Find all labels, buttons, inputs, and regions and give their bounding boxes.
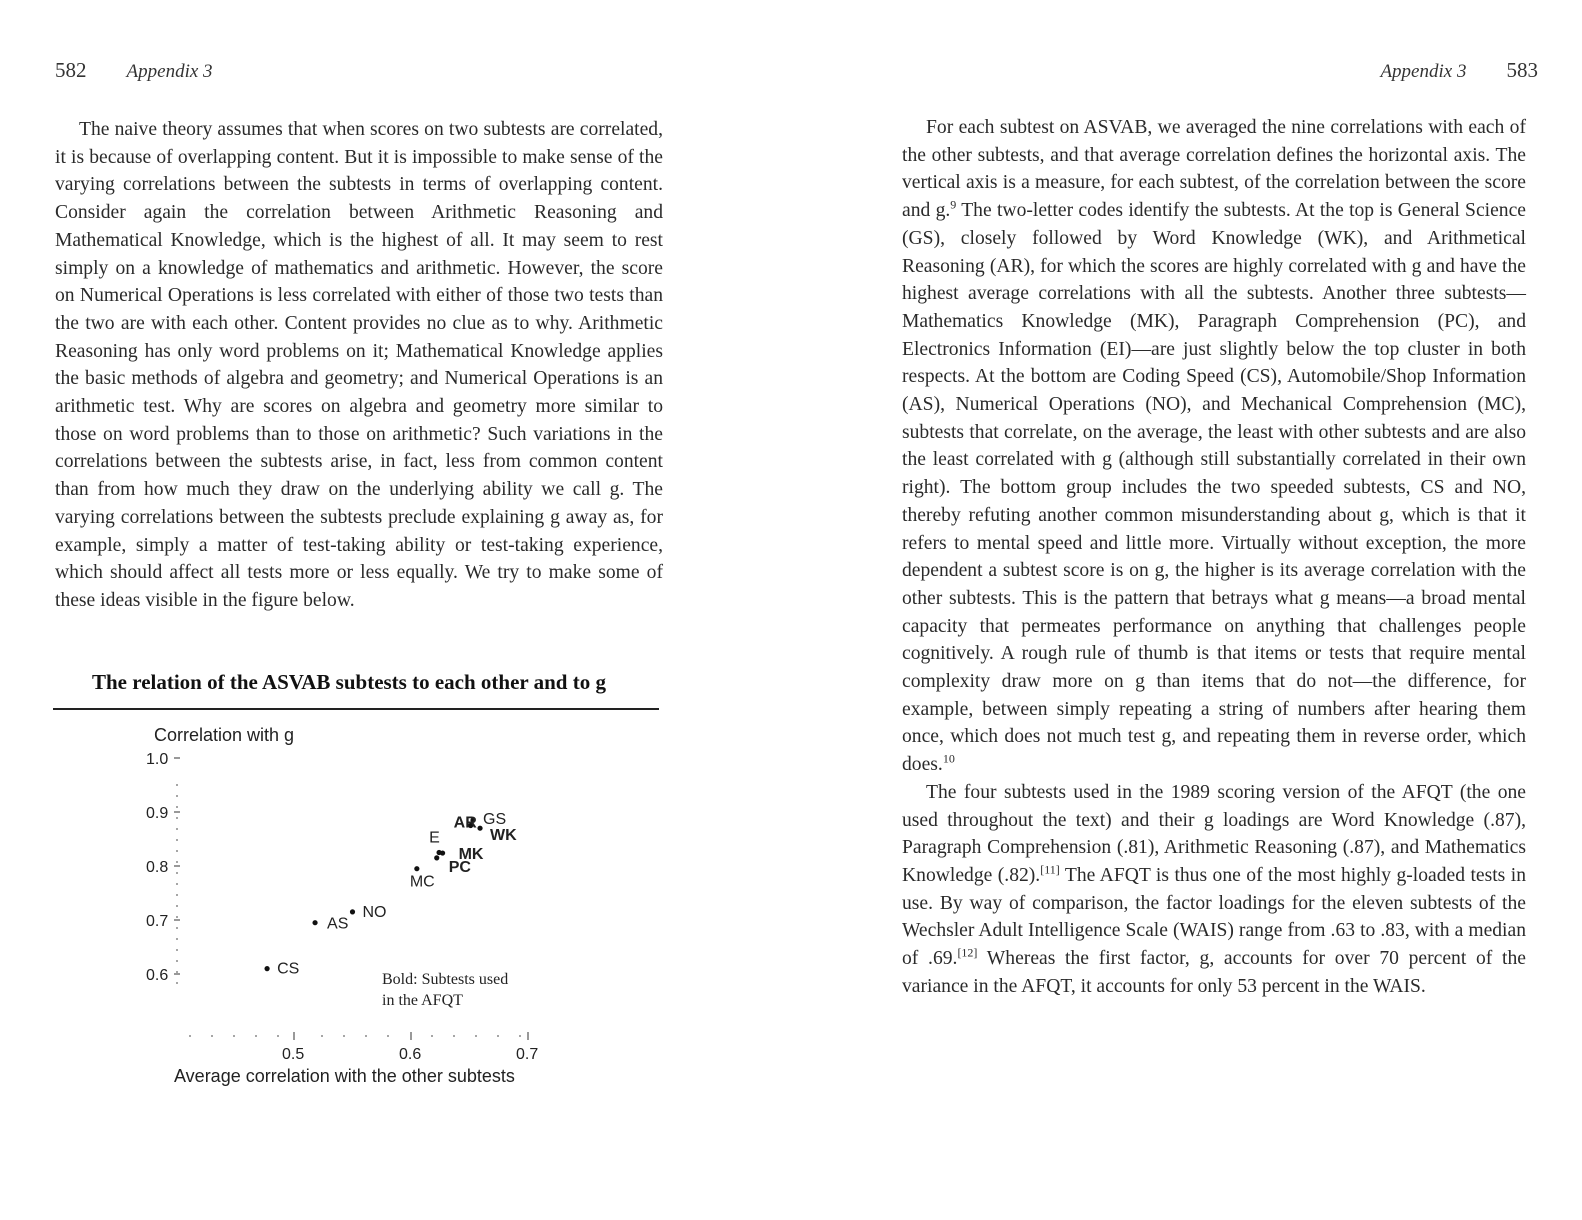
x-axis-dot (211, 1035, 213, 1037)
y-axis-dot (176, 784, 178, 786)
y-axis-dot (176, 960, 178, 962)
left-body-text (55, 116, 663, 615)
y-axis-dot (176, 927, 178, 929)
x-axis-dot (365, 1035, 367, 1037)
right-page-number: 583 (1506, 58, 1538, 82)
x-tick-label: 0.7 (516, 1046, 539, 1063)
right-paragraph-2 (902, 779, 1526, 1001)
x-axis-dot (277, 1035, 279, 1037)
y-tick-label: 0.8 (146, 859, 169, 876)
data-label-pc: PC (448, 858, 471, 876)
y-axis-dot (176, 872, 178, 874)
data-label-mk: MK (458, 846, 484, 864)
left-running-head (55, 58, 213, 83)
right-paragraph-2-text-a: The four subtests used in the 1989 scoring version of the AFQT (the one used throughout the text) and their g loadings are Word Knowledge (.87), Paragraph Comprehension (.81), Arithmetic Reasoning (.87), and Mathematics Knowledge (.82). (902, 781, 1526, 886)
y-axis-dot (176, 806, 178, 808)
x-axis-dot (233, 1035, 235, 1037)
x-axis-dot (453, 1035, 455, 1037)
left-page-number: 582 (55, 58, 87, 82)
figure-note-line: in the AFQT (382, 992, 463, 1009)
figure-note (382, 971, 508, 1009)
data-label-wk: WK (490, 827, 517, 845)
y-axis-dot (176, 817, 178, 819)
y-tick-label: 0.7 (146, 913, 169, 930)
data-point-no (350, 909, 355, 914)
x-axis-dot (497, 1035, 499, 1037)
data-point-mc (414, 866, 419, 871)
data-points (264, 811, 517, 978)
x-axis-dot (343, 1035, 345, 1037)
x-axis-dot (475, 1035, 477, 1037)
y-tick-label: 0.6 (146, 967, 169, 984)
data-label-no: NO (362, 903, 387, 921)
figure-rule (53, 708, 659, 710)
data-label-as: AS (327, 915, 349, 933)
right-paragraph-2-text-c: Whereas the first factor, g, accounts for over 70 percent of the variance in the AFQT, it accounts for only 53 percent in the WAIS. (902, 948, 1526, 997)
y-axis-dot (176, 839, 178, 841)
right-body-text (902, 114, 1526, 1001)
x-axis-dot (519, 1035, 521, 1037)
left-running-title: Appendix 3 (126, 61, 213, 82)
left-paragraph: The naive theory assumes that when scores on two subtests are correlated, it is because of overlapping content. But it is impossible to make sense of the varying correlations between the subtests in terms of overlapping content. Consider again the correlation between Arithmetic Reasoning and Mathematical Knowledge, which is the highest of all. It may seem to rest simply on a knowledge of mathematics and arithmetic. However, the score on Numerical Operations is less correlated with either of those two tests than the two are with each other. Content provides no clue as to why. Arithmetic Reasoning has only word problems on it; Mathematical Knowledge applies the basic methods of algebra and geometry; and Numerical Operations is an arithmetic test. Why are scores on algebra and geometry more similar to those on word problems than to those on arithmetic? Such variations in the correlations between the subtests arise, in fact, less from common content than from how much they draw on the underlying ability we call g. The varying correlations between the subtests preclude explaining g away as, for example, simply a matter of test-taking ability or test-taking experience, which should affect all tests more or less equally. We try to make some of these ideas visible in the figure below. (55, 119, 663, 611)
footnote-11[interactable]: [11] (1040, 862, 1060, 877)
y-axis-ticks (146, 751, 180, 984)
figure-note-line: Bold: Subtests used (382, 971, 509, 988)
x-axis-dot (189, 1035, 191, 1037)
x-axis-dot (321, 1035, 323, 1037)
y-axis-dot (176, 982, 178, 984)
x-axis-dot (387, 1035, 389, 1037)
x-axis-dot (431, 1035, 433, 1037)
data-label-ar: AR (453, 814, 477, 832)
footnote-10[interactable]: 10 (942, 751, 955, 766)
x-axis-dot (255, 1035, 257, 1037)
left-page (0, 0, 760, 1220)
x-tick-label: 0.6 (399, 1046, 422, 1063)
right-paragraph-2-text-b: The AFQT is thus one of the most highly g-loaded tests in use. By way of comparison, the factor loadings for the eleven subtests of the Wechsler Adult Intelligence Scale (WAIS) range from .63 to .83, with a median of .69. (902, 864, 1526, 970)
data-point-pc (434, 855, 439, 860)
y-axis-dot (176, 850, 178, 852)
right-paragraph-1-text-a: For each subtest on ASVAB, we averaged the nine correlations with each of the other subtests, and that average correlation defines the horizontal axis. The vertical axis is a measure, for each subtest, of the correlation between the score and g. (902, 117, 1526, 222)
data-point-mk (440, 850, 445, 855)
y-axis-dot (176, 861, 178, 863)
data-label-cs: CS (277, 960, 300, 978)
y-axis-dot (176, 894, 178, 896)
footnote-12[interactable]: [12] (957, 945, 978, 960)
y-axis-dot (176, 883, 178, 885)
x-axis-ticks (189, 1032, 538, 1063)
y-axis-dot (176, 828, 178, 830)
right-page (820, 0, 1582, 1220)
scatter-chart (0, 712, 760, 1112)
data-label-e: E (429, 829, 440, 847)
figure-title: The relation of the ASVAB subtests to each other and to g (92, 670, 606, 694)
y-axis-dot (176, 916, 178, 918)
y-axis-dot (176, 938, 178, 940)
y-axis-dotted-line (176, 784, 178, 984)
x-tick-label: 0.5 (282, 1046, 305, 1063)
x-axis-label: Average correlation with the other subtests (174, 1066, 515, 1086)
data-point-wk (477, 826, 482, 831)
footnote-9[interactable]: 9 (950, 197, 957, 212)
y-tick-label: 1.0 (146, 751, 169, 768)
right-running-title: Appendix 3 (1380, 61, 1467, 82)
y-axis-dot (176, 905, 178, 907)
data-label-mc: MC (409, 873, 435, 891)
data-label-gs: GS (483, 811, 507, 829)
y-axis-label: Correlation with g (154, 725, 295, 745)
right-paragraph-1 (902, 114, 1526, 779)
y-axis-dot (176, 795, 178, 797)
data-point-as (312, 920, 317, 925)
right-paragraph-1-text-b: The two-letter codes identify the subtests. At the top is General Science (GS), closely followed by Word Knowledge (WK), and Arithmetical Reasoning (AR), for which the scores are highly correlated with g and have the highest average correlations with all the subtests. Another three subtests—Mathematics Knowledge (MK), Paragraph Comprehension (PC), and Electronics Information (EI)—are just slightly below the top cluster in both respects. At the bottom are Coding Speed (CS), Automobile/Shop Information (AS), Numerical Operations (NO), and Mechanical Comprehension (MC), subtests that correlate, on the average, the least with other subtests and are also the least correlated with g (although still substantially correlated in their own right). The bottom group includes the two speeded subtests, CS and NO, thereby refuting another common misunderstanding about g, which is that it refers to mental speed and little more. Virtually without exception, the more dependent a subtest score is on g, the higher is its average correlation with the other subtests. This is the pattern that betrays what g means—a broad mental capacity that permeates performance on anything that challenges people cognitively. A rough rule of thumb is that items or tests that require mental complexity draw more on g than items that do not—the difference, for example, between simply repeating a string of numbers after hearing them once, which does not much test g, and repeating them in reverse order, which does. (902, 200, 1526, 776)
data-point-cs (264, 966, 269, 971)
y-axis-dot (176, 971, 178, 973)
right-running-head (1380, 58, 1538, 83)
y-axis-dot (176, 949, 178, 951)
y-tick-label: 0.9 (146, 805, 169, 822)
